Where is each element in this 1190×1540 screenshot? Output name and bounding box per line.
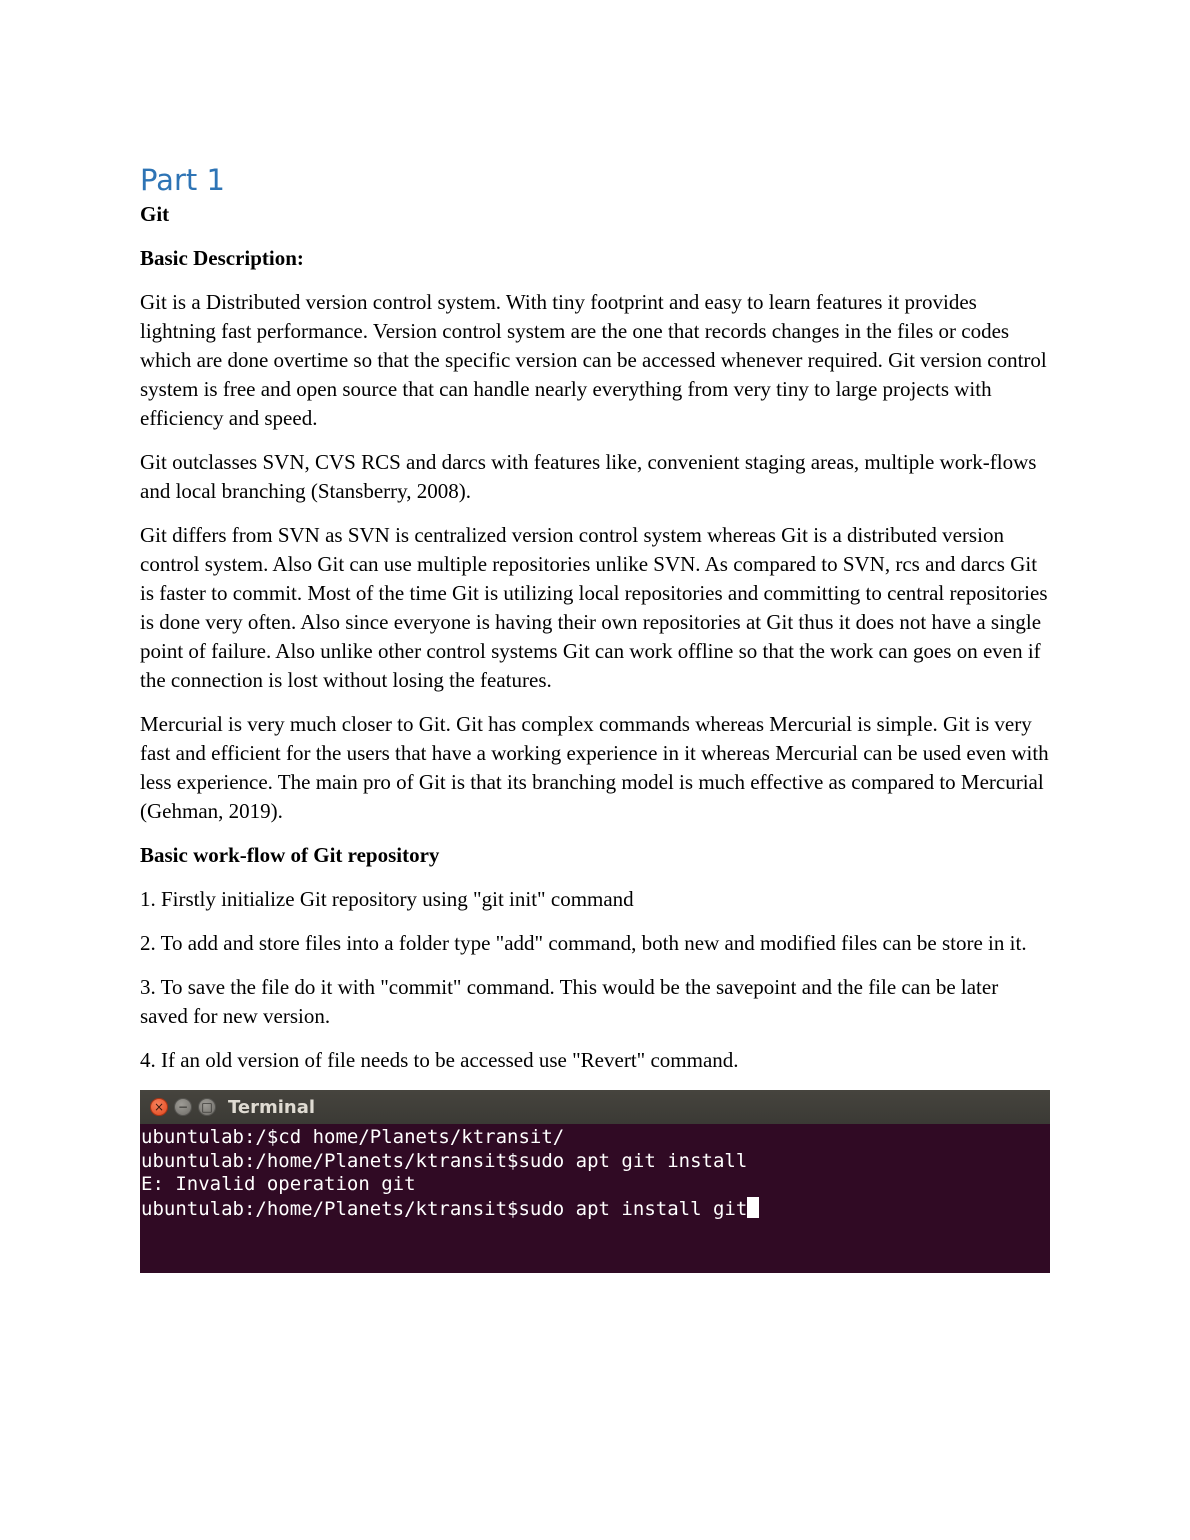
terminal-output[interactable] bbox=[140, 1124, 1050, 1221]
workflow-step: 2. To add and store files into a folder type "add" command, both new and modified files can be store in it. bbox=[140, 931, 1027, 955]
terminal-cursor bbox=[747, 1197, 759, 1218]
workflow-step: 3. To save the file do it with "commit" command. This would be the savepoint and the file can be later saved for new version. bbox=[140, 975, 999, 1028]
terminal-line-current bbox=[141, 1197, 1050, 1222]
page-title: Part 1 bbox=[140, 163, 225, 197]
terminal-line: E: Invalid operation git bbox=[141, 1173, 416, 1195]
maximize-icon[interactable]: □ bbox=[198, 1098, 216, 1116]
paragraph: Git differs from SVN as SVN is centralized version control system whereas Git is a distributed version control system. Also Git can use multiple repositories unlike SVN. As compared to SVN, rcs and darcs Git is faster to commit. Most of the time Git is utilizing local repositories and committing to central repositories is done very often. Also since everyone is having their own repositories at Git thus it does not have a single point of failure. Also unlike other control systems Git can work offline so that the work can goes on even if the connection is lost without losing the features. bbox=[140, 523, 1048, 692]
terminal-line: ubuntulab:/home/Planets/ktransit$sudo apt git install bbox=[141, 1149, 748, 1172]
close-icon[interactable]: × bbox=[150, 1098, 168, 1116]
terminal-titlebar bbox=[140, 1090, 1050, 1124]
minimize-icon[interactable]: − bbox=[174, 1098, 192, 1116]
terminal-line: ubuntulab:/$cd home/Planets/ktransit/ bbox=[141, 1126, 565, 1148]
section-title-workflow: Basic work-flow of Git repository bbox=[140, 843, 440, 867]
workflow-step: 4. If an old version of file needs to be accessed use "Revert" command. bbox=[140, 1048, 739, 1072]
terminal-screenshot bbox=[140, 1090, 1050, 1273]
document-page bbox=[140, 160, 1050, 1273]
terminal-title: Terminal bbox=[228, 1096, 316, 1118]
terminal-line: ubuntulab:/home/Planets/ktransit$sudo apt install git bbox=[141, 1197, 748, 1220]
workflow-step: 1. Firstly initialize Git repository using "git init" command bbox=[140, 887, 634, 911]
paragraph: Git is a Distributed version control system. With tiny footprint and easy to learn features it provides lightning fast performance. Version control system are the one that records changes in the files or codes which are done overtime so that the specific version can be accessed whenever required. Git version control system is free and open source that can handle nearly everything from very tiny to large projects with efficiency and speed. bbox=[140, 290, 1047, 430]
paragraph: Mercurial is very much closer to Git. Git has complex commands whereas Mercurial is simple. Git is very fast and efficient for the users that have a working experience in it whereas Mercurial can be used even with less experience. The main pro of Git is that its branching model is much effective as compared to Mercurial (Gehman, 2019). bbox=[140, 712, 1049, 823]
subheading-git: Git bbox=[140, 202, 170, 226]
paragraph: Git outclasses SVN, CVS RCS and darcs with features like, convenient staging areas, multiple work-flows and local branching (Stansberry, 2008). bbox=[140, 450, 1037, 503]
section-title-basic-description: Basic Description: bbox=[140, 246, 304, 270]
